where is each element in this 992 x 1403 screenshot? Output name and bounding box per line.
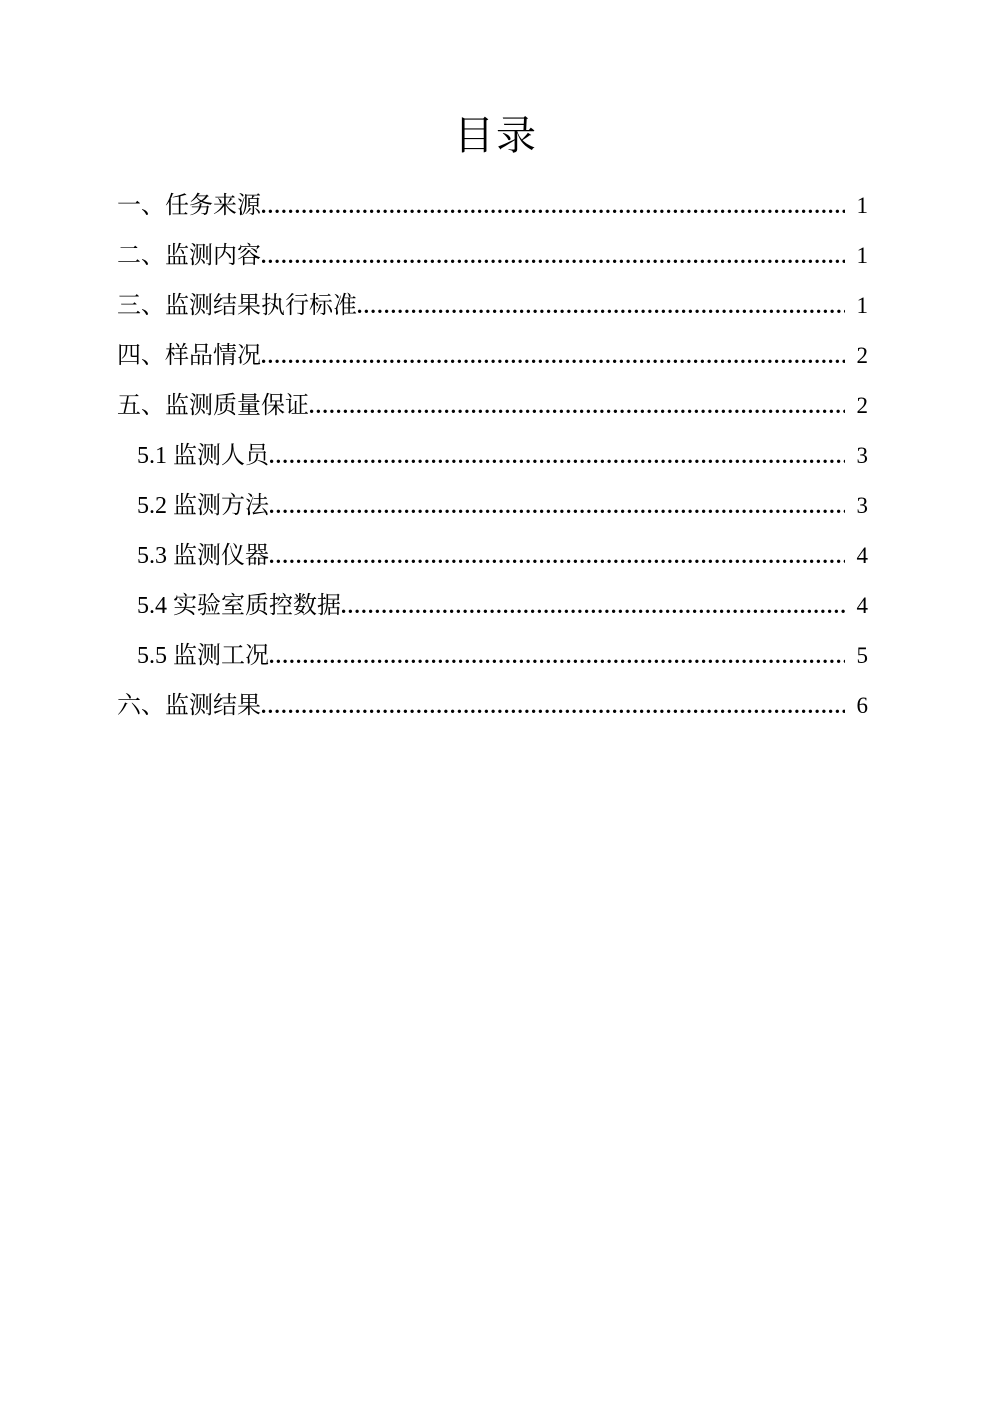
toc-entry-page-number: 3 [856, 493, 868, 518]
toc-entry[interactable] [117, 231, 868, 281]
toc-title: 目录 [454, 113, 538, 158]
toc-entry-page-number: 4 [856, 593, 868, 618]
toc-entry-page-number: 1 [856, 193, 868, 218]
toc-entry-label: 5.5 监测工况 [137, 643, 269, 669]
toc-list [117, 181, 868, 731]
toc-leader-dots [269, 431, 845, 484]
toc-entry-page-number: 1 [856, 293, 868, 318]
toc-entry-page-number: 4 [856, 543, 868, 568]
toc-leader-dots [269, 631, 845, 684]
toc-entry[interactable] [117, 431, 868, 481]
toc-entry-label: 三、监测结果执行标准 [117, 293, 357, 319]
toc-leader-dots [261, 681, 845, 734]
toc-entry[interactable] [117, 481, 868, 531]
toc-entry-label: 5.1 监测人员 [137, 443, 269, 469]
toc-entry[interactable] [117, 281, 868, 331]
toc-leader-dots [269, 531, 845, 584]
toc-leader-dots [261, 331, 845, 384]
toc-leader-dots [269, 481, 845, 534]
toc-entry[interactable] [117, 631, 868, 681]
toc-entry-label: 一、任务来源 [117, 193, 261, 219]
toc-entry-label: 5.2 监测方法 [137, 493, 269, 519]
toc-entry-label: 六、监测结果 [117, 693, 261, 719]
toc-entry-page-number: 1 [856, 243, 868, 268]
toc-entry-page-number: 2 [856, 343, 868, 368]
toc-entry[interactable] [117, 531, 868, 581]
toc-entry-label: 二、监测内容 [117, 243, 261, 269]
toc-entry[interactable] [117, 331, 868, 381]
toc-leader-dots [341, 581, 845, 634]
toc-entry[interactable] [117, 581, 868, 631]
toc-entry[interactable] [117, 381, 868, 431]
toc-entry-label: 四、样品情况 [117, 343, 261, 369]
toc-entry-label: 5.4 实验室质控数据 [137, 593, 341, 619]
toc-entry-page-number: 2 [856, 393, 868, 418]
toc-entry-label: 5.3 监测仪器 [137, 543, 269, 569]
toc-entry-page-number: 3 [856, 443, 868, 468]
toc-entry-label: 五、监测质量保证 [117, 393, 309, 419]
toc-entry[interactable] [117, 181, 868, 231]
toc-leader-dots [309, 381, 845, 434]
toc-leader-dots [261, 231, 845, 284]
toc-entry-page-number: 6 [856, 693, 868, 718]
toc-leader-dots [357, 281, 845, 334]
toc-entry[interactable] [117, 681, 868, 731]
toc-leader-dots [261, 181, 845, 234]
toc-entry-page-number: 5 [856, 643, 868, 668]
